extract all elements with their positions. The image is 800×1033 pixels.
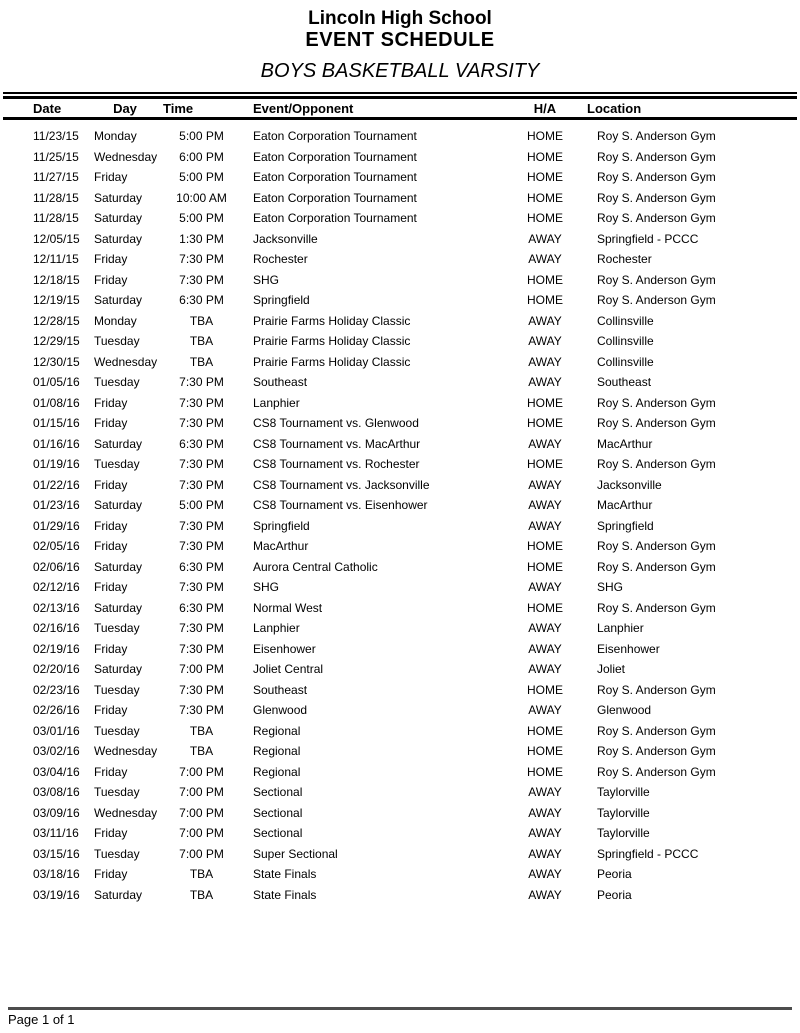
- cell-date: 02/06/16: [33, 559, 80, 574]
- cell-day: Wednesday: [94, 149, 158, 164]
- cell-date: 03/15/16: [33, 846, 80, 861]
- cell-location: Collinsville: [597, 354, 654, 369]
- cell-ha: AWAY: [528, 313, 562, 328]
- cell-ha: HOME: [527, 293, 563, 308]
- cell-day: Saturday: [94, 231, 143, 246]
- table-row: [3, 331, 797, 352]
- cell-location: Rochester: [597, 252, 652, 267]
- cell-event: Regional: [253, 723, 301, 738]
- cell-event: Aurora Central Catholic: [253, 559, 378, 574]
- cell-event: Eisenhower: [253, 641, 316, 656]
- cell-day: Saturday: [94, 887, 143, 902]
- cell-time: 7:30 PM: [179, 252, 224, 267]
- cell-date: 02/26/16: [33, 703, 80, 718]
- cell-ha: AWAY: [528, 231, 562, 246]
- cell-day: Saturday: [94, 559, 143, 574]
- table-row: [3, 475, 797, 496]
- cell-event: Lanphier: [253, 621, 300, 636]
- cell-event: State Finals: [253, 867, 317, 882]
- cell-location: Southeast: [597, 375, 652, 390]
- cell-ha: HOME: [527, 211, 563, 226]
- cell-date: 12/29/15: [33, 334, 80, 349]
- cell-ha: AWAY: [528, 662, 562, 677]
- cell-day: Saturday: [94, 190, 143, 205]
- cell-ha: AWAY: [528, 375, 562, 390]
- table-row: [3, 147, 797, 168]
- cell-ha: AWAY: [528, 826, 562, 841]
- cell-date: 01/05/16: [33, 375, 80, 390]
- document-header: [0, 0, 800, 82]
- page-number: Page 1 of 1: [8, 1012, 75, 1027]
- cell-event: Sectional: [253, 785, 303, 800]
- table-row: [3, 782, 797, 803]
- cell-time: 7:00 PM: [179, 846, 224, 861]
- table-row: [3, 762, 797, 783]
- cell-event: Regional: [253, 764, 301, 779]
- cell-ha: HOME: [527, 395, 563, 410]
- cell-day: Tuesday: [94, 621, 140, 636]
- cell-event: Eaton Corporation Tournament: [253, 149, 417, 164]
- cell-date: 12/11/15: [33, 252, 79, 267]
- cell-day: Tuesday: [94, 375, 140, 390]
- table-row: [3, 618, 797, 639]
- cell-date: 12/19/15: [33, 293, 80, 308]
- table-row: [3, 803, 797, 824]
- table-row: [3, 577, 797, 598]
- cell-event: Eaton Corporation Tournament: [253, 211, 417, 226]
- cell-event: Springfield: [253, 293, 310, 308]
- cell-day: Friday: [94, 641, 128, 656]
- table-row: [3, 270, 797, 291]
- footer-rule: [8, 1007, 792, 1010]
- cell-date: 02/23/16: [33, 682, 80, 697]
- cell-date: 12/05/15: [33, 231, 80, 246]
- cell-event: Regional: [253, 744, 301, 759]
- cell-time: 7:30 PM: [179, 375, 224, 390]
- cell-date: 02/20/16: [33, 662, 80, 677]
- cell-ha: AWAY: [528, 334, 562, 349]
- cell-date: 11/28/15: [33, 190, 79, 205]
- cell-location: Collinsville: [597, 334, 654, 349]
- table-row: [3, 372, 797, 393]
- cell-ha: HOME: [527, 539, 563, 554]
- cell-event: CS8 Tournament vs. Rochester: [253, 457, 420, 472]
- table-row: [3, 639, 797, 660]
- cell-time: TBA: [189, 354, 214, 369]
- cell-event: Prairie Farms Holiday Classic: [253, 313, 411, 328]
- table-row: [3, 885, 797, 906]
- cell-time: 7:30 PM: [179, 580, 224, 595]
- cell-ha: AWAY: [528, 354, 562, 369]
- table-row: [3, 434, 797, 455]
- table-row: [3, 516, 797, 537]
- cell-day: Friday: [94, 764, 128, 779]
- cell-ha: AWAY: [528, 498, 562, 513]
- cell-ha: HOME: [527, 129, 563, 144]
- cell-time: 6:30 PM: [179, 436, 224, 451]
- cell-day: Tuesday: [94, 682, 140, 697]
- cell-date: 01/08/16: [33, 395, 80, 410]
- table-row: [3, 659, 797, 680]
- cell-time: 7:30 PM: [179, 477, 224, 492]
- column-header-ha: H/A: [533, 100, 557, 116]
- cell-day: Friday: [94, 252, 128, 267]
- table-row: [3, 249, 797, 270]
- cell-event: Joliet Central: [253, 662, 324, 677]
- cell-event: CS8 Tournament vs. Glenwood: [253, 416, 419, 431]
- cell-ha: AWAY: [528, 621, 562, 636]
- cell-location: Roy S. Anderson Gym: [597, 293, 716, 308]
- cell-day: Tuesday: [94, 334, 140, 349]
- cell-date: 03/19/16: [33, 887, 80, 902]
- table-row: [3, 864, 797, 885]
- cell-location: Roy S. Anderson Gym: [597, 723, 716, 738]
- cell-day: Friday: [94, 170, 128, 185]
- table-row: [3, 454, 797, 475]
- cell-ha: HOME: [527, 457, 563, 472]
- cell-event: CS8 Tournament vs. Eisenhower: [253, 498, 428, 513]
- cell-location: MacArthur: [597, 436, 653, 451]
- cell-ha: HOME: [527, 559, 563, 574]
- cell-date: 12/28/15: [33, 313, 80, 328]
- cell-date: 12/18/15: [33, 272, 80, 287]
- cell-day: Saturday: [94, 293, 143, 308]
- table-row: [3, 680, 797, 701]
- cell-location: Roy S. Anderson Gym: [597, 744, 716, 759]
- cell-time: 7:30 PM: [179, 703, 224, 718]
- cell-location: Joliet: [597, 662, 626, 677]
- cell-date: 02/13/16: [33, 600, 80, 615]
- cell-time: 10:00 AM: [176, 190, 227, 205]
- table-row: [3, 119, 797, 147]
- cell-location: Roy S. Anderson Gym: [597, 457, 716, 472]
- table-row: [3, 311, 797, 332]
- cell-time: 6:30 PM: [179, 600, 224, 615]
- cell-ha: AWAY: [528, 887, 562, 902]
- cell-day: Friday: [94, 518, 128, 533]
- cell-date: 03/01/16: [33, 723, 80, 738]
- cell-date: 01/19/16: [33, 457, 80, 472]
- table-header: [3, 98, 797, 119]
- cell-date: 02/16/16: [33, 621, 80, 636]
- cell-event: Eaton Corporation Tournament: [253, 170, 417, 185]
- cell-ha: AWAY: [528, 580, 562, 595]
- cell-ha: HOME: [527, 600, 563, 615]
- cell-date: 03/08/16: [33, 785, 80, 800]
- table-row: [3, 741, 797, 762]
- table-row: [3, 167, 797, 188]
- school-name: Lincoln High School: [308, 8, 492, 29]
- cell-location: SHG: [597, 580, 624, 595]
- cell-event: Eaton Corporation Tournament: [253, 190, 417, 205]
- cell-location: Roy S. Anderson Gym: [597, 416, 716, 431]
- cell-date: 03/18/16: [33, 867, 80, 882]
- cell-event: Super Sectional: [253, 846, 338, 861]
- cell-ha: AWAY: [528, 477, 562, 492]
- cell-day: Friday: [94, 826, 128, 841]
- cell-time: 6:00 PM: [179, 149, 224, 164]
- cell-ha: HOME: [527, 416, 563, 431]
- cell-date: 11/25/15: [33, 149, 79, 164]
- cell-location: Roy S. Anderson Gym: [597, 149, 716, 164]
- column-header-event: Event/Opponent: [253, 100, 354, 116]
- table-row: [3, 229, 797, 250]
- table-row: [3, 598, 797, 619]
- table-row: [3, 188, 797, 209]
- team-subtitle: BOYS BASKETBALL VARSITY: [260, 60, 540, 82]
- cell-time: 7:30 PM: [179, 395, 224, 410]
- cell-ha: HOME: [527, 682, 563, 697]
- table-row: [3, 844, 797, 865]
- cell-date: 11/28/15: [33, 211, 79, 226]
- cell-location: Roy S. Anderson Gym: [597, 764, 716, 779]
- table-row: [3, 393, 797, 414]
- cell-location: Taylorville: [597, 826, 650, 841]
- cell-event: SHG: [253, 580, 280, 595]
- cell-event: CS8 Tournament vs. Jacksonville: [253, 477, 430, 492]
- cell-event: Prairie Farms Holiday Classic: [253, 334, 411, 349]
- cell-event: Rochester: [253, 252, 308, 267]
- cell-time: 7:30 PM: [179, 539, 224, 554]
- cell-time: 7:00 PM: [179, 662, 224, 677]
- table-row: [3, 495, 797, 516]
- cell-location: Springfield - PCCC: [597, 846, 699, 861]
- cell-location: Glenwood: [597, 703, 652, 718]
- cell-day: Wednesday: [94, 744, 158, 759]
- cell-location: Roy S. Anderson Gym: [597, 600, 716, 615]
- cell-time: 7:30 PM: [179, 621, 224, 636]
- column-header-date: Date: [33, 100, 62, 116]
- cell-date: 11/27/15: [33, 170, 79, 185]
- cell-ha: AWAY: [528, 785, 562, 800]
- cell-day: Tuesday: [94, 785, 140, 800]
- cell-ha: AWAY: [528, 703, 562, 718]
- document-title: EVENT SCHEDULE: [305, 29, 495, 51]
- cell-ha: AWAY: [528, 436, 562, 451]
- cell-time: 5:00 PM: [179, 211, 224, 226]
- table-row: [3, 536, 797, 557]
- cell-time: 7:00 PM: [179, 826, 224, 841]
- cell-day: Monday: [94, 129, 137, 144]
- cell-event: Glenwood: [253, 703, 308, 718]
- cell-date: 01/22/16: [33, 477, 80, 492]
- cell-event: CS8 Tournament vs. MacArthur: [253, 436, 421, 451]
- table-row: [3, 208, 797, 229]
- table-header-row: [3, 98, 797, 119]
- cell-event: State Finals: [253, 887, 317, 902]
- cell-event: Lanphier: [253, 395, 300, 410]
- cell-time: 5:00 PM: [179, 129, 224, 144]
- cell-time: 1:30 PM: [179, 231, 224, 246]
- schedule-table: [3, 96, 797, 905]
- cell-day: Tuesday: [94, 457, 140, 472]
- cell-ha: HOME: [527, 170, 563, 185]
- column-header-location: Location: [587, 100, 642, 116]
- cell-location: Roy S. Anderson Gym: [597, 190, 716, 205]
- cell-location: Roy S. Anderson Gym: [597, 539, 716, 554]
- cell-ha: HOME: [527, 149, 563, 164]
- cell-day: Friday: [94, 395, 128, 410]
- cell-location: Springfield: [597, 518, 654, 533]
- cell-date: 03/04/16: [33, 764, 80, 779]
- cell-date: 03/11/16: [33, 826, 79, 841]
- cell-date: 12/30/15: [33, 354, 80, 369]
- cell-time: 7:30 PM: [179, 416, 224, 431]
- table-row: [3, 721, 797, 742]
- cell-day: Friday: [94, 580, 128, 595]
- cell-time: TBA: [189, 313, 214, 328]
- cell-location: Roy S. Anderson Gym: [597, 272, 716, 287]
- cell-time: 5:00 PM: [179, 498, 224, 513]
- cell-date: 02/12/16: [33, 580, 80, 595]
- column-header-day: Day: [113, 100, 137, 116]
- cell-time: TBA: [189, 744, 214, 759]
- cell-day: Saturday: [94, 211, 143, 226]
- cell-time: TBA: [189, 867, 214, 882]
- cell-date: 01/23/16: [33, 498, 80, 513]
- cell-date: 02/19/16: [33, 641, 80, 656]
- cell-location: Springfield - PCCC: [597, 231, 699, 246]
- cell-location: Roy S. Anderson Gym: [597, 170, 716, 185]
- cell-time: 6:30 PM: [179, 293, 224, 308]
- cell-time: TBA: [189, 723, 214, 738]
- cell-day: Saturday: [94, 498, 143, 513]
- cell-ha: HOME: [527, 723, 563, 738]
- cell-location: Roy S. Anderson Gym: [597, 682, 716, 697]
- cell-location: Peoria: [597, 887, 632, 902]
- cell-location: Taylorville: [597, 805, 650, 820]
- cell-ha: AWAY: [528, 846, 562, 861]
- cell-location: Roy S. Anderson Gym: [597, 211, 716, 226]
- cell-location: Peoria: [597, 867, 632, 882]
- cell-location: Jacksonville: [597, 477, 662, 492]
- cell-location: Taylorville: [597, 785, 650, 800]
- header-top-thin-rule: [3, 92, 797, 94]
- cell-event: Southeast: [253, 375, 308, 390]
- cell-time: 7:00 PM: [179, 805, 224, 820]
- table-row: [3, 557, 797, 578]
- cell-day: Tuesday: [94, 723, 140, 738]
- cell-event: Eaton Corporation Tournament: [253, 129, 417, 144]
- cell-ha: HOME: [527, 190, 563, 205]
- table-row: [3, 290, 797, 311]
- cell-time: 5:00 PM: [179, 170, 224, 185]
- table-row: [3, 700, 797, 721]
- table-body: [3, 119, 797, 906]
- cell-day: Monday: [94, 313, 137, 328]
- cell-location: MacArthur: [597, 498, 653, 513]
- cell-time: TBA: [189, 887, 214, 902]
- cell-time: 7:00 PM: [179, 764, 224, 779]
- cell-location: Roy S. Anderson Gym: [597, 395, 716, 410]
- cell-date: 01/29/16: [33, 518, 80, 533]
- cell-event: Normal West: [253, 600, 323, 615]
- cell-event: Prairie Farms Holiday Classic: [253, 354, 411, 369]
- cell-ha: AWAY: [528, 641, 562, 656]
- cell-time: 7:30 PM: [179, 682, 224, 697]
- cell-date: 03/09/16: [33, 805, 80, 820]
- cell-ha: AWAY: [528, 805, 562, 820]
- cell-location: Collinsville: [597, 313, 654, 328]
- table-row: [3, 413, 797, 434]
- cell-ha: HOME: [527, 744, 563, 759]
- cell-day: Saturday: [94, 600, 143, 615]
- cell-event: Sectional: [253, 805, 303, 820]
- cell-day: Friday: [94, 272, 128, 287]
- column-header-time: Time: [163, 100, 194, 116]
- table-row: [3, 823, 797, 844]
- cell-event: Sectional: [253, 826, 303, 841]
- cell-ha: AWAY: [528, 867, 562, 882]
- cell-day: Friday: [94, 539, 128, 554]
- cell-date: 01/15/16: [33, 416, 80, 431]
- cell-day: Saturday: [94, 662, 143, 677]
- cell-day: Wednesday: [94, 354, 158, 369]
- cell-ha: HOME: [527, 272, 563, 287]
- cell-date: 03/02/16: [33, 744, 80, 759]
- cell-date: 01/16/16: [33, 436, 80, 451]
- cell-time: 7:30 PM: [179, 272, 224, 287]
- cell-day: Saturday: [94, 436, 143, 451]
- cell-day: Tuesday: [94, 846, 140, 861]
- cell-day: Friday: [94, 477, 128, 492]
- cell-date: 11/23/15: [33, 129, 79, 144]
- cell-location: Roy S. Anderson Gym: [597, 129, 716, 144]
- cell-time: 7:30 PM: [179, 518, 224, 533]
- cell-ha: AWAY: [528, 518, 562, 533]
- cell-time: TBA: [189, 334, 214, 349]
- cell-location: Lanphier: [597, 621, 644, 636]
- cell-ha: AWAY: [528, 252, 562, 267]
- cell-location: Eisenhower: [597, 641, 660, 656]
- cell-day: Wednesday: [94, 805, 158, 820]
- cell-event: SHG: [253, 272, 280, 287]
- cell-ha: HOME: [527, 764, 563, 779]
- cell-event: Springfield: [253, 518, 310, 533]
- cell-time: 7:30 PM: [179, 641, 224, 656]
- cell-day: Friday: [94, 416, 128, 431]
- cell-time: 7:00 PM: [179, 785, 224, 800]
- cell-event: Jacksonville: [253, 231, 318, 246]
- table-row: [3, 352, 797, 373]
- cell-day: Friday: [94, 867, 128, 882]
- cell-event: MacArthur: [253, 539, 309, 554]
- cell-time: 7:30 PM: [179, 457, 224, 472]
- cell-location: Roy S. Anderson Gym: [597, 559, 716, 574]
- cell-date: 02/05/16: [33, 539, 80, 554]
- cell-event: Southeast: [253, 682, 308, 697]
- cell-time: 6:30 PM: [179, 559, 224, 574]
- cell-day: Friday: [94, 703, 128, 718]
